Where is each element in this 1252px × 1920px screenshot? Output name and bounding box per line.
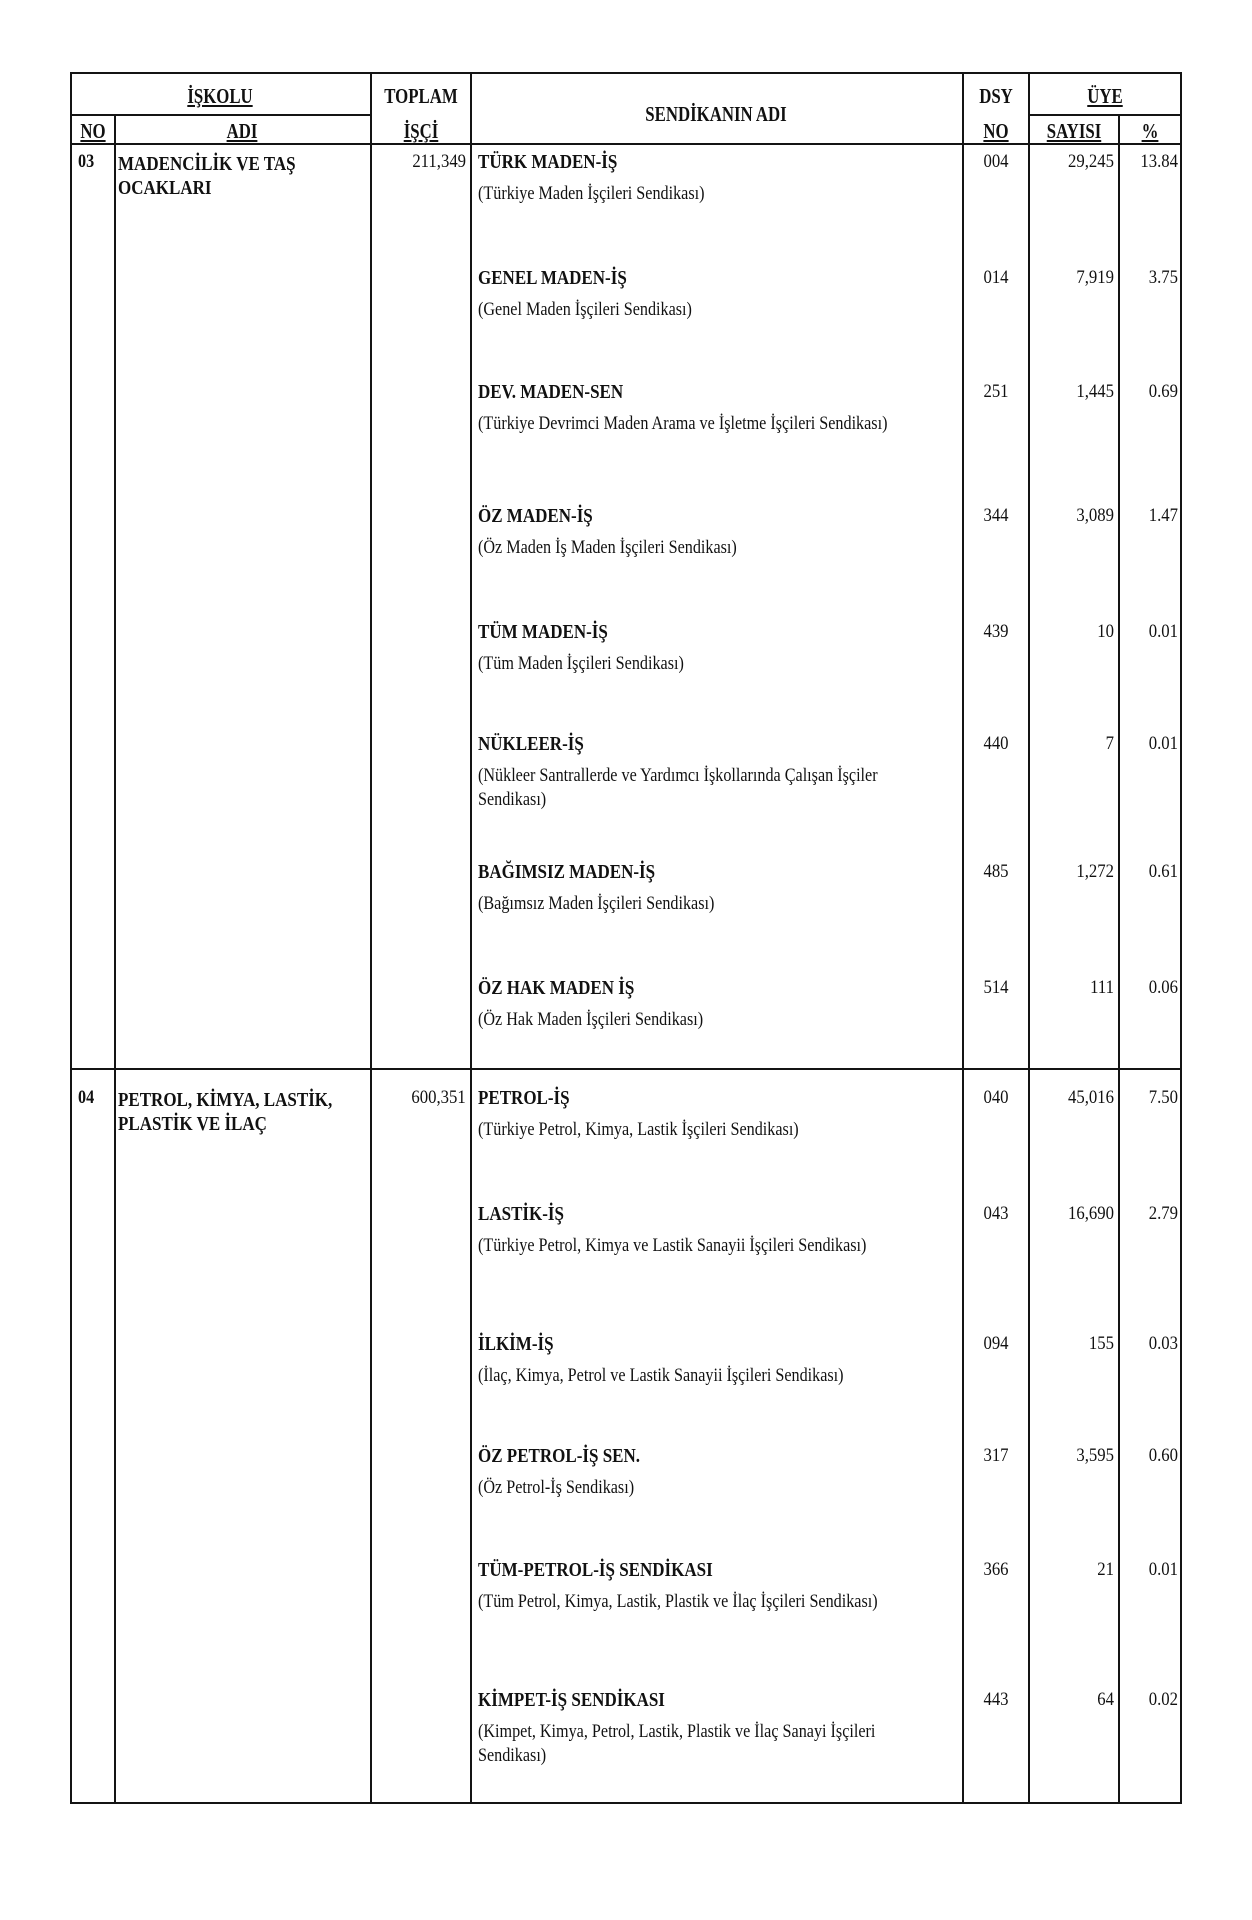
union-dsy-no: 251 [983,381,1009,402]
union-full-name: (Tüm Petrol, Kimya, Lastik, Plastik ve İlaç İşçileri Sendikası) [478,1591,878,1612]
union-short-name: ÖZ HAK MADEN İŞ [478,977,635,999]
union-dsy-no: 043 [983,1203,1009,1224]
union-dsy-no: 014 [983,267,1009,288]
union-dsy-no: 094 [983,1333,1009,1354]
union-member-count: 1,445 [1076,381,1114,402]
union-short-name: NÜKLEER-İŞ [478,733,584,755]
section-total-workers: 600,351 [411,1087,466,1108]
union-member-percent: 0.01 [1148,1559,1178,1580]
header-dsy: DSY [979,84,1013,108]
union-member-count: 3,089 [1076,505,1114,526]
table-right-border [1180,72,1182,1804]
union-member-percent: 0.03 [1148,1333,1178,1354]
union-full-name: (Kimpet, Kimya, Petrol, Lastik, Plastik ve İlaç Sanayi İşçileri Sendikası) [478,1721,876,1766]
union-member-percent: 0.69 [1148,381,1178,402]
union-full-name: (Öz Hak Maden İşçileri Sendikası) [478,1009,704,1030]
section-no: 04 [78,1087,95,1108]
col-divider-sendika [962,72,964,1804]
union-member-count: 16,690 [1068,1203,1114,1224]
union-member-percent: 0.01 [1148,733,1178,754]
union-dsy-no: 040 [983,1087,1009,1108]
union-member-count: 111 [1090,977,1114,998]
union-short-name: TÜRK MADEN-İŞ [478,151,618,173]
union-member-percent: 2.79 [1148,1203,1178,1224]
section-total-workers: 211,349 [412,151,466,172]
union-short-name: LASTİK-İŞ [478,1203,564,1225]
union-member-percent: 3.75 [1148,267,1178,288]
union-member-count: 64 [1097,1689,1114,1710]
header-iskolu: İŞKOLU [187,84,253,108]
table-top-border [70,72,1182,74]
section-name: MADENCİLİK VE TAŞ OCAKLARI [118,153,296,199]
header-bottom-border [70,143,1182,145]
union-dsy-no: 344 [983,505,1009,526]
section-divider [70,1068,1182,1070]
union-dsy-no: 366 [983,1559,1009,1580]
union-short-name: ÖZ PETROL-İŞ SEN. [478,1445,641,1467]
union-member-percent: 0.61 [1148,861,1178,882]
union-dsy-no: 440 [983,733,1009,754]
col-divider-adi [370,72,372,1804]
union-full-name: (Türkiye Devrimci Maden Arama ve İşletme İşçileri Sendikası) [478,413,888,434]
union-full-name: (Öz Maden İş Maden İşçileri Sendikası) [478,537,737,558]
union-member-count: 45,016 [1068,1087,1114,1108]
union-dsy-no: 004 [983,151,1009,172]
union-member-percent: 0.60 [1148,1445,1178,1466]
header-yuzde: % [1141,119,1159,143]
union-dsy-no: 485 [983,861,1009,882]
union-member-percent: 0.02 [1148,1689,1178,1710]
union-full-name: (Tüm Maden İşçileri Sendikası) [478,653,684,674]
union-member-count: 7,919 [1076,267,1114,288]
header-sendika-adi: SENDİKANIN ADI [645,102,787,126]
table-left-border [70,72,72,1804]
union-full-name: (Bağımsız Maden İşçileri Sendikası) [478,893,715,914]
header-sayisi: SAYISI [1046,119,1102,143]
union-short-name: BAĞIMSIZ MADEN-İŞ [478,861,656,883]
header-isci: İŞÇİ [403,119,439,143]
union-short-name: GENEL MADEN-İŞ [478,267,627,289]
header-divider-uye [1028,114,1182,116]
union-member-percent: 1.47 [1148,505,1178,526]
union-short-name: TÜM-PETROL-İŞ SENDİKASI [478,1559,713,1581]
union-dsy-no: 317 [983,1445,1009,1466]
union-member-count: 10 [1097,621,1114,642]
col-divider-dsy [1028,72,1030,1804]
col-divider-toplam [470,72,472,1804]
union-dsy-no: 443 [983,1689,1009,1710]
union-member-count: 155 [1088,1333,1114,1354]
union-short-name: KİMPET-İŞ SENDİKASI [478,1689,665,1711]
union-short-name: İLKİM-İŞ [478,1333,554,1355]
col-divider-sayisi [1118,114,1120,1804]
union-full-name: (Türkiye Maden İşçileri Sendikası) [478,183,705,204]
union-member-percent: 0.01 [1148,621,1178,642]
section-name: PETROL, KİMYA, LASTİK, PLASTİK VE İLAÇ [118,1089,333,1135]
union-member-percent: 7.50 [1148,1087,1178,1108]
union-short-name: PETROL-İŞ [478,1087,570,1109]
union-full-name: (İlaç, Kimya, Petrol ve Lastik Sanayii İşçileri Sendikası) [478,1365,844,1386]
union-full-name: (Türkiye Petrol, Kimya, Lastik İşçileri Sendikası) [478,1119,799,1140]
union-full-name: (Nükleer Santrallerde ve Yardımcı İşkollarında Çalışan İşçiler Sendikası) [478,765,878,810]
union-member-count: 3,595 [1076,1445,1114,1466]
union-full-name: (Öz Petrol-İş Sendikası) [478,1477,635,1498]
union-dsy-no: 439 [983,621,1009,642]
header-adi: ADI [226,119,258,143]
union-short-name: DEV. MADEN-SEN [478,381,624,403]
header-toplam: TOPLAM [384,84,458,108]
union-member-percent: 0.06 [1148,977,1178,998]
union-short-name: ÖZ MADEN-İŞ [478,505,593,527]
table-bottom-border [70,1802,1182,1804]
col-divider-no [114,114,116,1804]
header-dsy-no: NO [983,119,1009,143]
union-member-percent: 13.84 [1140,151,1178,172]
header-uye: ÜYE [1087,84,1123,108]
union-member-count: 1,272 [1076,861,1114,882]
union-member-count: 7 [1105,733,1114,754]
union-member-count: 21 [1097,1559,1114,1580]
union-member-count: 29,245 [1068,151,1114,172]
header-no: NO [80,119,106,143]
union-full-name: (Türkiye Petrol, Kimya ve Lastik Sanayii İşçileri Sendikası) [478,1235,867,1256]
union-dsy-no: 514 [983,977,1009,998]
section-no: 03 [78,151,95,172]
union-short-name: TÜM MADEN-İŞ [478,621,608,643]
union-full-name: (Genel Maden İşçileri Sendikası) [478,299,692,320]
